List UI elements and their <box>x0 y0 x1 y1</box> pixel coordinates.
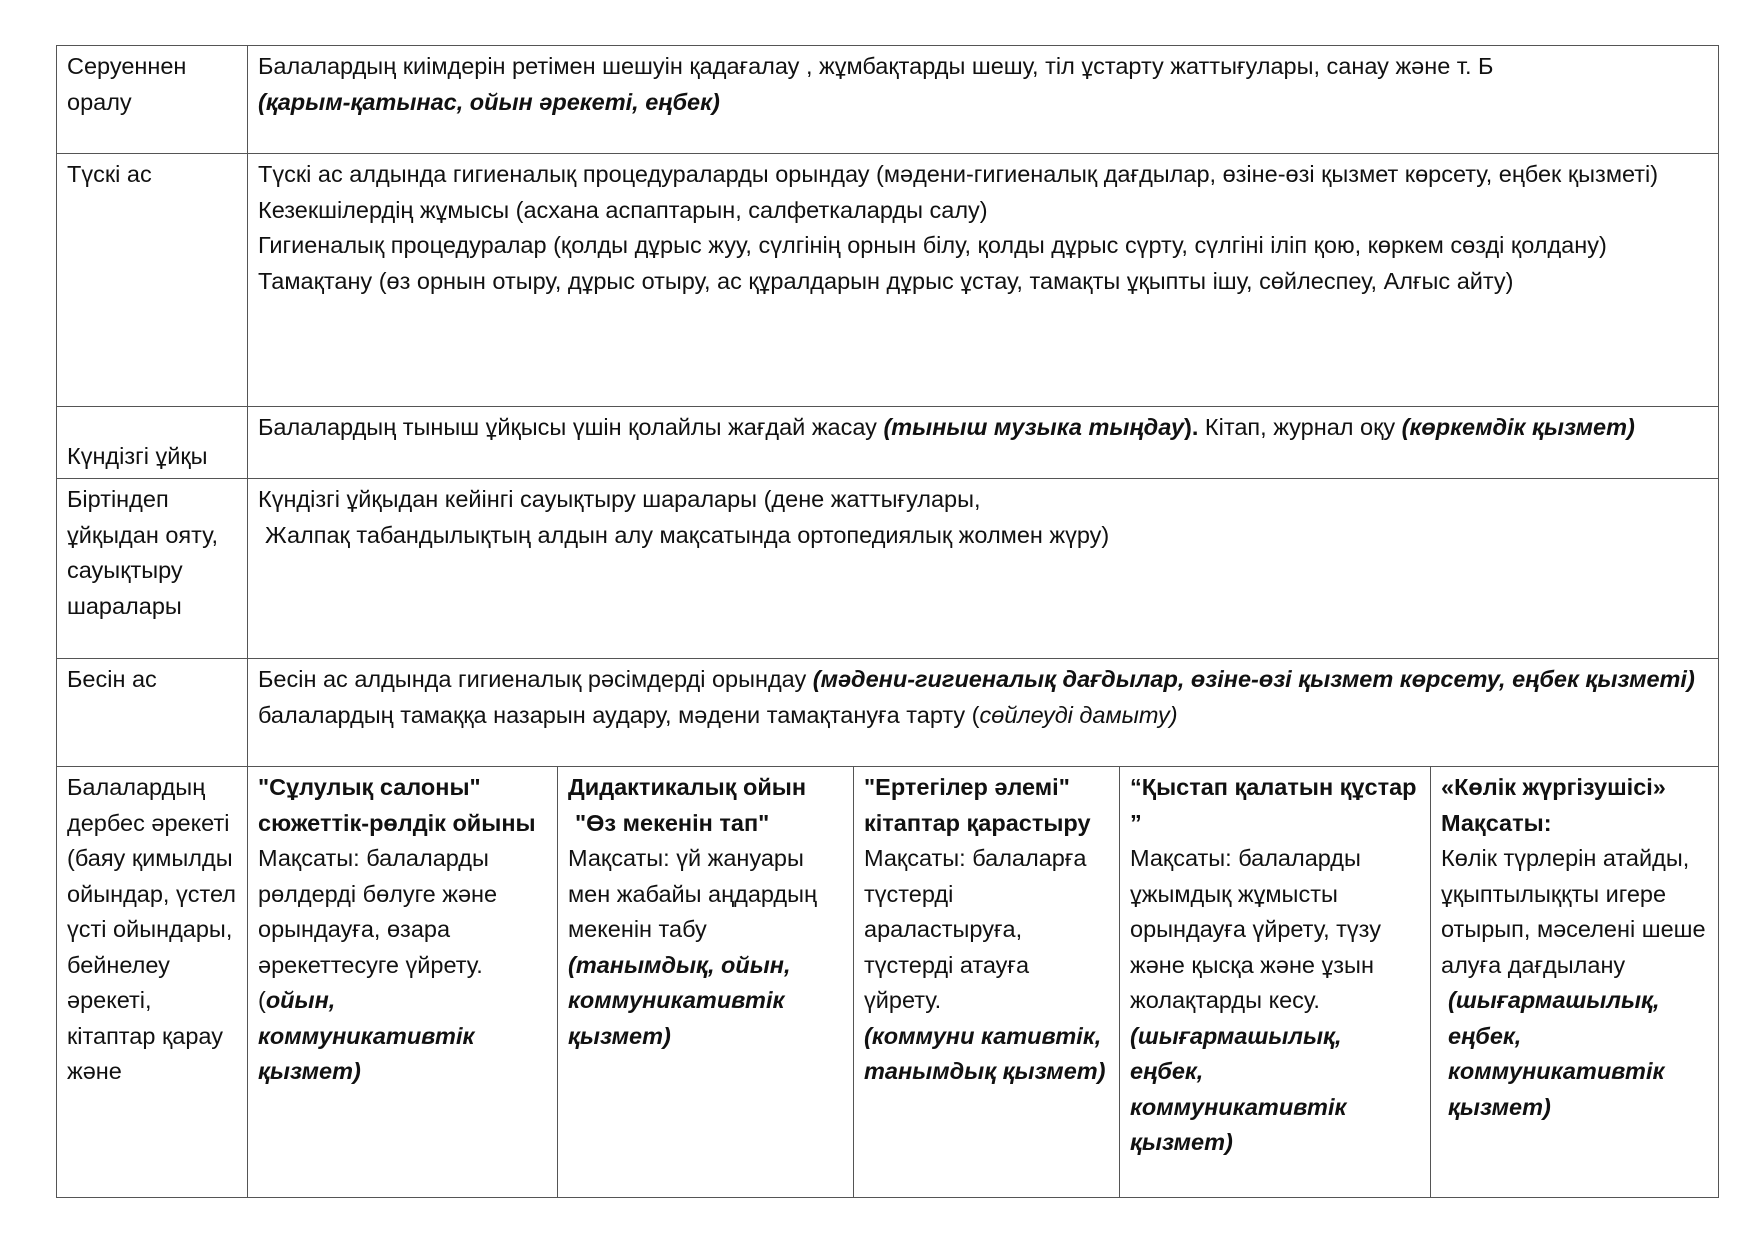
daily-schedule-table <box>56 45 1719 1198</box>
row-content <box>248 407 1719 479</box>
row-label <box>57 407 248 479</box>
activity-text: (тыныш музыка тыңдау <box>883 414 1185 440</box>
row-return-walk <box>57 46 1719 154</box>
activity-text: (мәдени-гигиеналық дағдылар, өзіне-өзі қызмет көрсету, еңбек қызметі) <box>812 666 1695 692</box>
row-content <box>248 659 1719 767</box>
row-label-text: Біртіндеп ұйқыдан ояту, сауықтыру шаралары <box>67 486 219 619</box>
row-label-text: Серуеннен оралу <box>67 53 187 115</box>
content-line: Тамақтану (өз орнын отыру, дұрыс отыру, ас құралдарын дұрыс ұстау, тамақты ұқыпты ішу, сөйлеспеу, Алғыс айту) <box>258 267 1514 294</box>
row-lunch <box>57 154 1719 407</box>
activity-text: сөйлеуді дамыту) <box>979 701 1178 728</box>
activity-title: “Қыстап қалатын құстар ” <box>1130 774 1417 836</box>
activity-type: (коммуни кативтік, танымдық қызмет) <box>864 1022 1106 1084</box>
activity-cell <box>558 767 854 1198</box>
paren-open: ( <box>258 987 266 1013</box>
activity-goal: Мақсаты: балаларға түстерді араластыруға, түстерді атауға үйрету. <box>864 845 1087 1013</box>
content-line: Жалпақ табандылықтың алдын алу мақсатында ортопедиялық жолмен жүру) <box>265 521 1110 548</box>
activity-title: Дидактикалық ойын <box>568 774 807 800</box>
activity-cell <box>1431 767 1719 1198</box>
activity-text: (қарым-қатынас, ойын әрекеті, еңбек) <box>258 88 720 115</box>
activity-type: (шығармашылық, еңбек, коммуникативтік қызмет) <box>1130 1022 1347 1155</box>
row-independent <box>57 767 1719 1198</box>
content-line: Түскі ас алдында гигиеналық процедураларды орындау (мәдени-гигиеналық дағдылар, өзіне-өзі қызмет көрсету, еңбек қызметі) <box>258 161 1659 187</box>
row-snack <box>57 659 1719 767</box>
row-content <box>248 154 1719 407</box>
row-nap <box>57 407 1719 479</box>
activity-title: «Көлік жүргізушісі» <box>1441 774 1666 800</box>
content-text: Бесін ас алдында гигиеналық рәсімдерді орындау <box>258 666 813 692</box>
row-label-text: Бесін ас <box>67 666 157 692</box>
activity-title: "Ертегілер әлемі" кітаптар қарастыру <box>864 774 1091 836</box>
activity-cell <box>854 767 1120 1198</box>
row-label <box>57 154 248 407</box>
row-label <box>57 659 248 767</box>
activity-goal-label: Мақсаты: <box>1441 809 1552 836</box>
activity-goal: Мақсаты: үй жануары мен жабайы аңдардың мекенін табу <box>568 845 817 942</box>
activity-goal: Мақсаты: балаларды рөлдерді бөлуге және орындауға, өзара әрекеттесуге үйрету. <box>258 845 498 978</box>
content-text: Кітап, журнал оқу <box>1198 414 1402 440</box>
activity-title: "Өз мекенін тап" <box>575 809 770 836</box>
row-content <box>248 46 1719 154</box>
row-label <box>57 46 248 154</box>
content-text: Балалардың тыныш ұйқысы үшін қолайлы жағдай жасау <box>258 414 884 440</box>
row-content <box>248 479 1719 659</box>
activity-goal: Көлік түрлерін атайды, ұқыптылыққты игере отырып, мәселені шеше алуға дағдылану <box>1441 845 1706 978</box>
row-label <box>57 479 248 659</box>
activity-text-end: ). <box>1184 414 1199 440</box>
row-label-text: Түскі ас <box>67 161 152 187</box>
activity-type: (танымдық, ойын, коммуникативтік қызмет) <box>568 951 791 1049</box>
content-text: балалардың тамаққа назарын аудару, мәдени тамақтануға тарту ( <box>258 701 980 728</box>
content-line: Гигиеналық процедуралар (қолды дұрыс жуу, сүлгінің орнын білу, қолды дұрыс сүрту, сүлгіні іліп қою, көркем сөзді қолдану) <box>258 232 1607 258</box>
row-label <box>57 767 248 1198</box>
activity-cell <box>1120 767 1431 1198</box>
activity-text: (көркемдік қызмет) <box>1401 414 1635 440</box>
activity-cell <box>248 767 558 1198</box>
activity-type: (шығармашылық, еңбек, коммуникативтік қызмет) <box>1448 987 1665 1120</box>
content-line: Күндізгі ұйқыдан кейінгі сауықтыру шаралары (дене жаттығулары, <box>258 486 981 512</box>
row-label-text: Күндізгі ұйқы <box>67 442 208 469</box>
row-label-text: Балалардың дербес әрекеті (баяу қимылды ойындар, үстел үсті ойындары, бейнелеу әрекеті, кітаптар қарау және <box>67 774 236 1084</box>
activity-type: ойын, коммуникативтік қызмет) <box>258 987 475 1084</box>
content-text: Балалардың киімдерін ретімен шешуін қадағалау , жұмбақтарды шешу, тіл ұстарту жаттығулары, санау және т. Б <box>258 53 1494 79</box>
activity-title: "Сұлулық салоны" сюжеттік-рөлдік ойыны <box>258 774 536 836</box>
activity-goal: Мақсаты: балаларды ұжымдық жұмысты орындауға үйрету, түзу және қысқа және ұзын жолақтарды кесу. <box>1130 845 1381 1013</box>
content-line: Кезекшілердің жұмысы (асхана аспаптарын, салфеткаларды салу) <box>258 196 988 223</box>
row-wake <box>57 479 1719 659</box>
